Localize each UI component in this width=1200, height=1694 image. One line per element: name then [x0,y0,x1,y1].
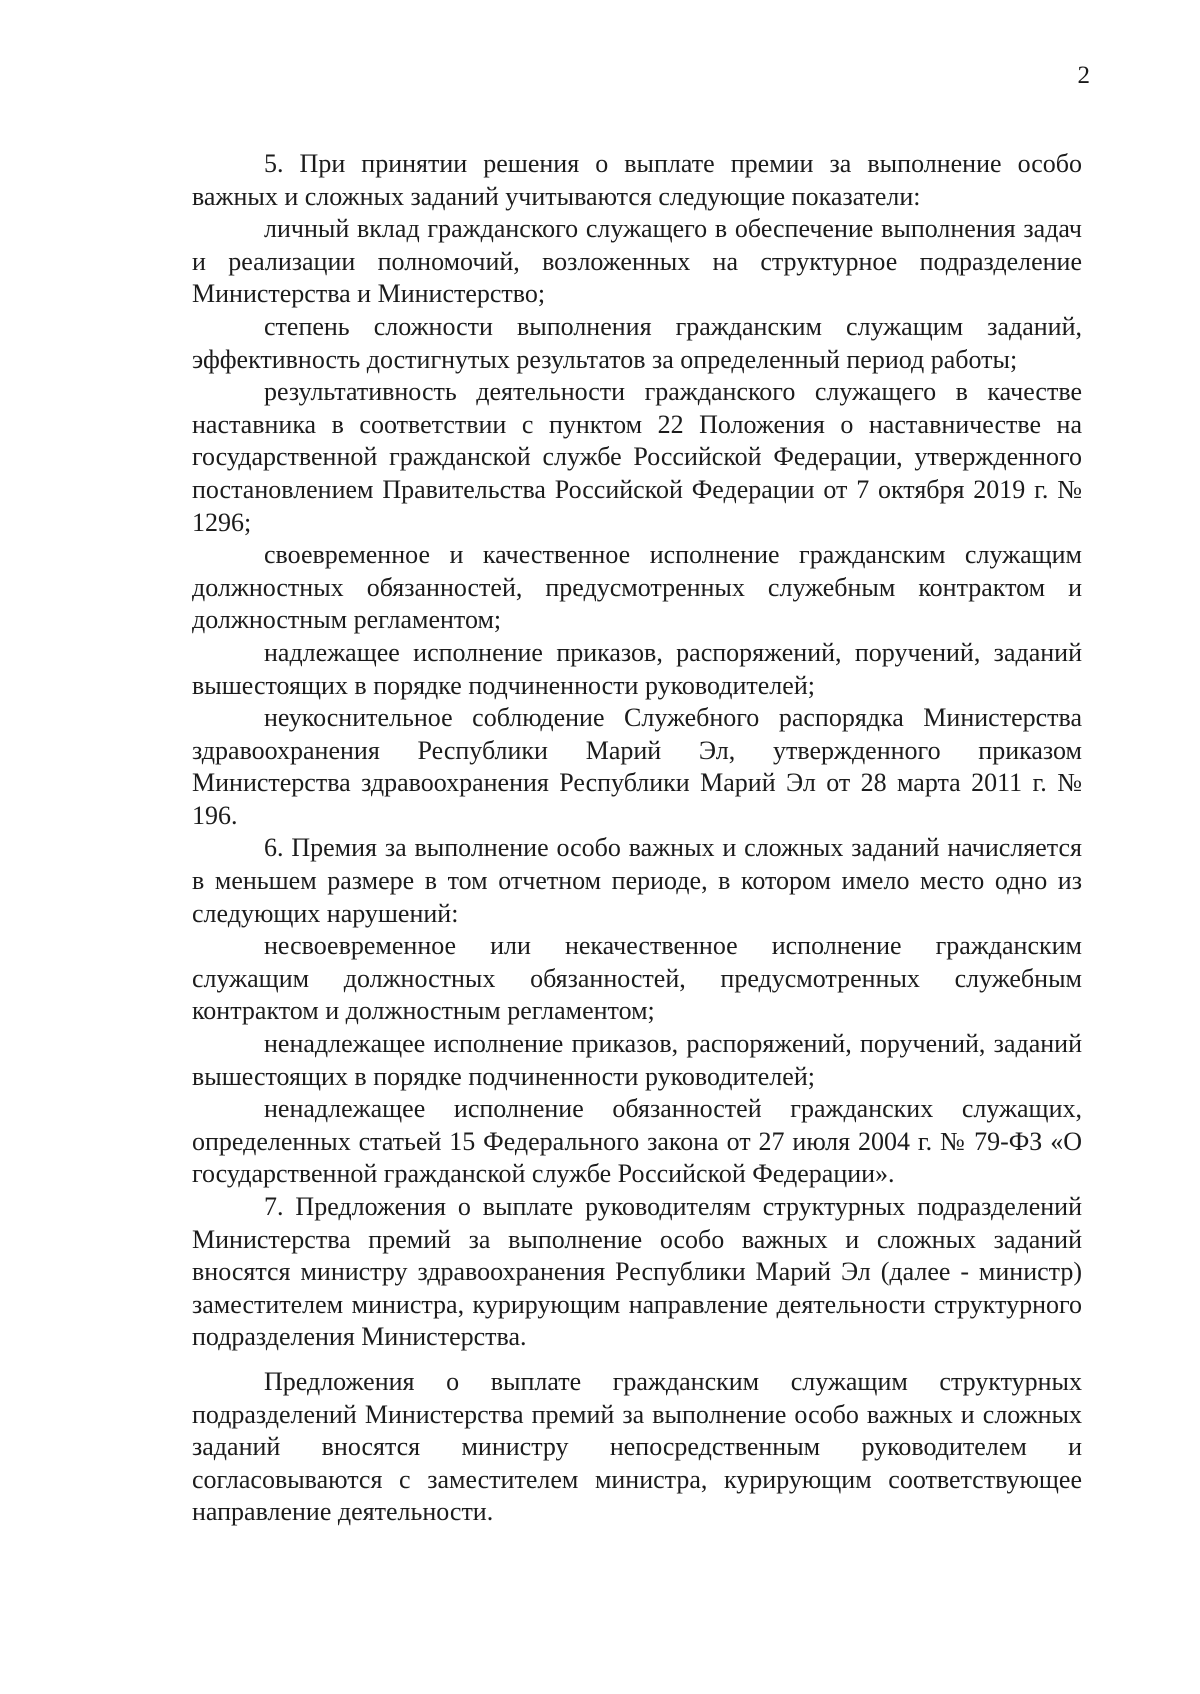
indicator-proper-execution: надлежащее исполнение приказов, распоряжений, поручений, заданий вышестоящих в порядке подчиненности руководителей; [192,637,1082,700]
violation-improper-orders: ненадлежащее исполнение приказов, распоряжений, поручений, заданий вышестоящих в порядке подчиненности руководителей; [192,1029,1082,1091]
paragraph-6: 6. Премия за выполнение особо важных и сложных заданий начисляется в меньшем размере в том отчетном периоде, в котором имело место одно из следующих нарушений: [192,833,1082,928]
indicator-personal-contribution: личный вклад гражданского служащего в обеспечение выполнения задач и реализации полномочий, возложенных на структурное подразделение Министерства и Министерство; [192,214,1082,309]
indicator-timely-execution: своевременное и качественное исполнение гражданским служащим должностных обязанностей, предусмотренных служебным контрактом и должностным регламентом; [192,540,1082,635]
indicator-service-schedule: неукоснительное соблюдение Служебного распорядка Министерства здравоохранения Республики Марий Эл, утвержденного приказом Министерства здравоохранения Республики Марий Эл от 28 марта 2011 г. № 196. [192,703,1082,830]
paragraph-7: 7. Предложения о выплате руководителям структурных подразделений Министерства премий за выполнение особо важных и сложных заданий вносятся министру здравоохранения Республики Марий Эл (далее - министр) заместителем министра, курирующим направление деятельности структурного подразделения Министерства. [192,1192,1082,1352]
violation-untimely-execution: несвоевременное или некачественное исполнение гражданским служащим должностных обязанностей, предусмотренных служебным контрактом и должностным регламентом; [192,931,1082,1026]
indicator-mentoring: результативность деятельности гражданского служащего в качестве наставника в соответствии с пунктом 22 Положения о наставничестве на государственной гражданской службе Российской Федерации, утвержденного постановлением Правительства Российской Федерации от 7 октября 2019 г. № 1296; [192,377,1082,537]
document-body [192,148,1082,1529]
page-number: 2 [1077,62,1090,89]
violation-duties: ненадлежащее исполнение обязанностей гражданских служащих, определенных статьей 15 Федерального закона от 27 июля 2004 г. № 79-ФЗ «О государственной гражданской службе Российской Федерации». [192,1094,1082,1189]
paragraph-7-continued: Предложения о выплате гражданским служащим структурных подразделений Министерства премий за выполнение особо важных и сложных заданий вносятся министру непосредственным руководителем и согласовываются с заместителем министра, курирующим соответствующее направление деятельности. [192,1366,1082,1527]
indicator-complexity: степень сложности выполнения гражданским служащим заданий, эффективность достигнутых результатов за определенный период работы; [192,311,1082,374]
paragraph-5: 5. При принятии решения о выплате премии за выполнение особо важных и сложных заданий учитываются следующие показатели: [192,149,1082,211]
